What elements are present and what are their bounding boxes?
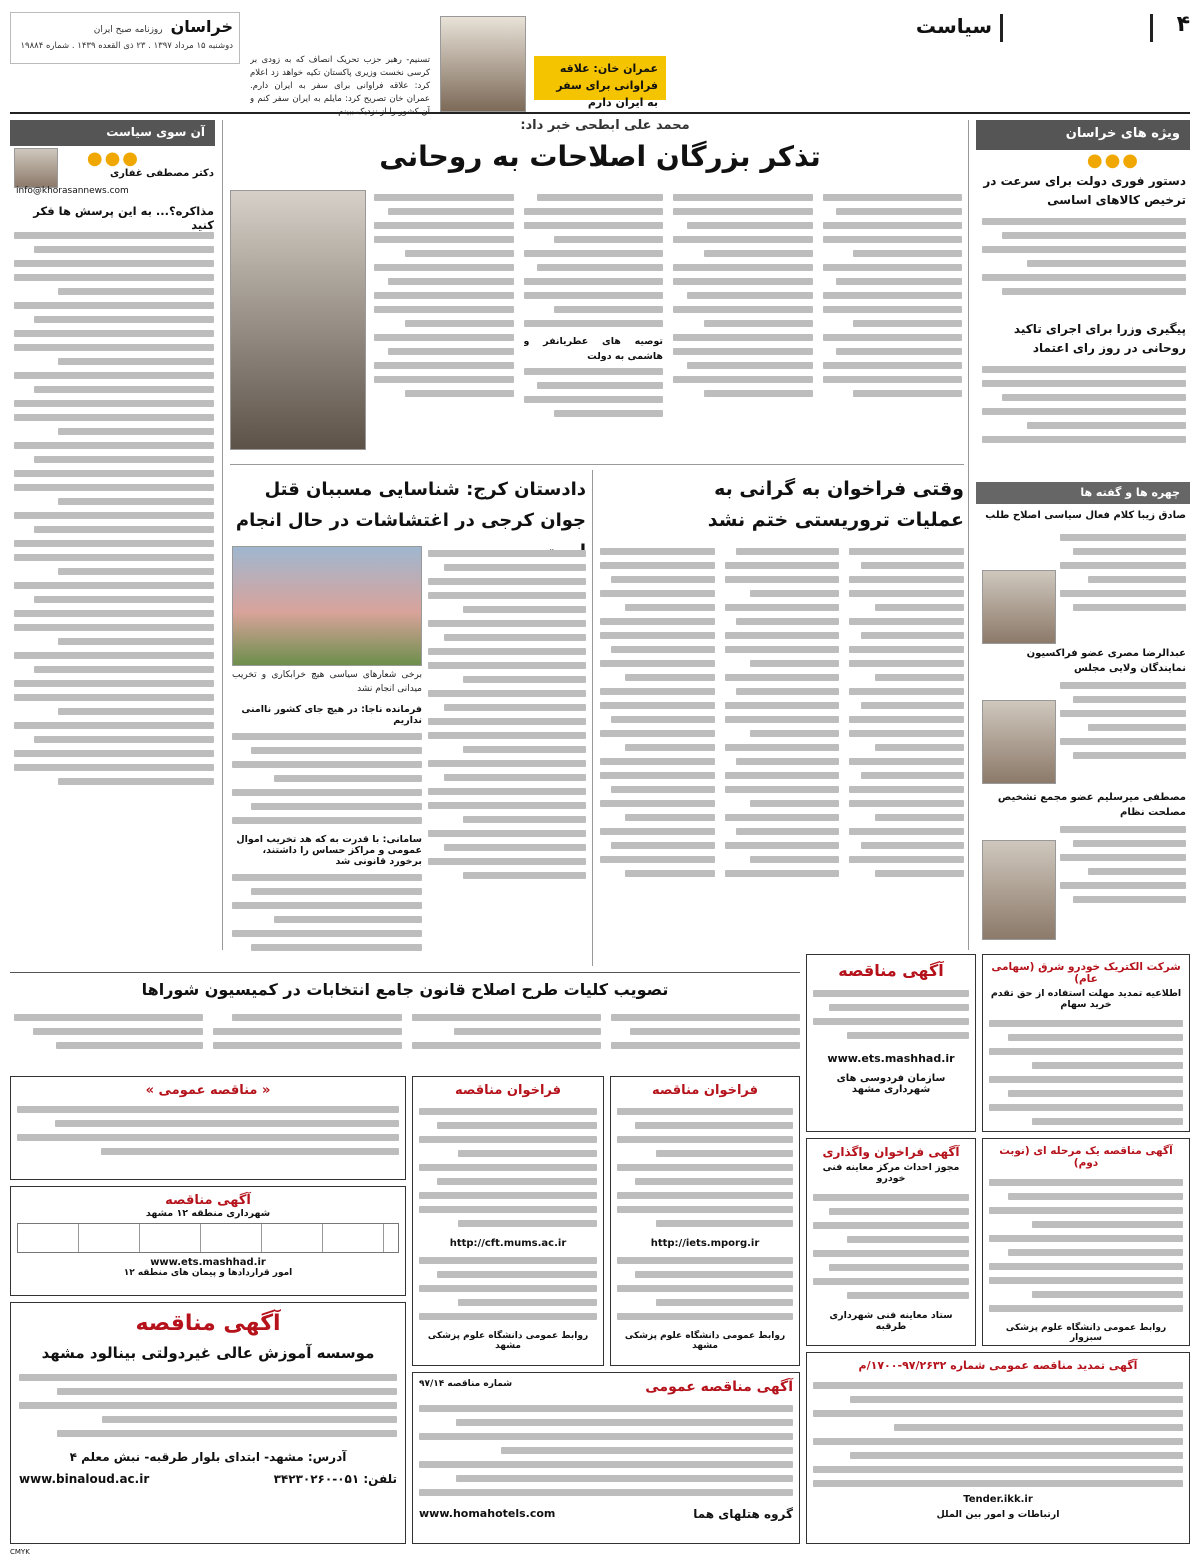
ad-torghabeh-sub: مجوز احداث مرکز معاینه فنی خودرو bbox=[822, 1162, 960, 1184]
section-rule bbox=[10, 972, 800, 973]
section-title: سیاست bbox=[915, 14, 993, 38]
column-body bbox=[14, 228, 214, 908]
imran-khan-photo bbox=[440, 16, 526, 112]
bottom-headline: تصویب کلیات طرح اصلاح قانون جامع انتخابات در کمیسیون شوراها bbox=[141, 980, 669, 999]
mesri-photo bbox=[982, 700, 1056, 784]
ad-sabzevar-foot: روابط عمومی دانشگاه علوم پزشکی سبزوار bbox=[1005, 1323, 1167, 1343]
quote2-name: عبدالرضا مصری عضو فراکسیون نمایندگان ولایی مجلس bbox=[1026, 648, 1186, 674]
ornament-dots: ●●● bbox=[1086, 150, 1140, 171]
ad-ferdowsi-sub: سازمان فردوسی های شهرداری مشهد bbox=[836, 1073, 946, 1095]
ad-mums-1-foot: روابط عمومی دانشگاه علوم پزشکی مشهد bbox=[624, 1331, 786, 1351]
ad-binaloud-org: موسسه آموزش عالی غیردولتی بینالود مشهد bbox=[41, 1344, 375, 1362]
ad-mums-2-title: فراخوان مناقصه bbox=[454, 1083, 562, 1098]
quotes-section-title: چهره ها و گفته ها bbox=[976, 482, 1190, 504]
rouhani-photo bbox=[230, 190, 366, 450]
sidebar-story1-body bbox=[982, 214, 1186, 318]
ad-binaloud-site[interactable]: www.binaloud.ac.ir bbox=[19, 1472, 150, 1486]
quote-title: عمران خان: علاقه فراوانی برای سفر به ایران دارم bbox=[534, 56, 666, 100]
ad-region12-site[interactable]: www.ets.mashhad.ir bbox=[150, 1257, 266, 1268]
ad-binaloud-title: آگهی مناقصه bbox=[135, 1311, 281, 1336]
column-rule bbox=[592, 470, 593, 966]
ad-ferdowsi-site[interactable]: www.ets.mashhad.ir bbox=[827, 1052, 955, 1065]
ad-ferdowsi bbox=[806, 954, 976, 1132]
ad-ferdowsi-title: آگهی مناقصه bbox=[838, 961, 944, 980]
ad-electric-khodro bbox=[982, 954, 1190, 1132]
ad-region12-sub: شهرداری منطقه ۱۲ مشهد bbox=[145, 1208, 271, 1219]
ad-sabzevar bbox=[982, 1138, 1190, 1346]
lead-subhead: توصیه های عطریانفر و هاشمی به دولت bbox=[523, 336, 663, 362]
header-divider bbox=[1150, 14, 1153, 42]
photo-caption: برخی شعارهای سیاسی هیچ خرابکاری و تخریب میدانی انجام نشد bbox=[232, 670, 422, 694]
sidebar-story1-title: دستور فوری دولت برای سرعت در ترخیص کالاهای اساسی bbox=[983, 174, 1186, 207]
ad-mums-2-site[interactable]: http://cft.mums.ac.ir bbox=[449, 1238, 567, 1249]
author-photo bbox=[14, 148, 58, 188]
quote1-name: صادق زیبا کلام فعال سیاسی اصلاح طلب bbox=[985, 510, 1186, 521]
ad-ikk-title: آگهی تمدید مناقصه عمومی شماره ۹۷/۲۶۳۲-۱۷۰۰/م bbox=[858, 1359, 1138, 1372]
masthead-box bbox=[10, 12, 240, 64]
quote1-body bbox=[1060, 530, 1186, 638]
ad-electric-sub: اطلاعیه تمدید مهلت استفاده از حق تقدم خرید سهام bbox=[990, 988, 1182, 1010]
header-rule bbox=[10, 112, 1190, 114]
author-name: دکتر مصطفی غفاری bbox=[109, 168, 214, 179]
ad-homa-brand: گروه هتلهای هما bbox=[693, 1507, 793, 1521]
mid-left-col-b bbox=[232, 704, 422, 966]
ad-sabzevar-title: آگهی مناقصه یک مرحله ای (نوبت دوم) bbox=[999, 1145, 1173, 1169]
ad-binaloud-address: آدرس: مشهد- ابتدای بلوار طرقبه- نبش معلم ۴ bbox=[69, 1450, 347, 1464]
section-rule bbox=[230, 464, 964, 465]
mid-right-body bbox=[600, 544, 964, 964]
ad-mums-2 bbox=[412, 1076, 604, 1366]
mirsalim-photo bbox=[982, 840, 1056, 940]
ad-torghabeh bbox=[806, 1138, 976, 1346]
ad-mums-1-site[interactable]: http://iets.mporg.ir bbox=[650, 1238, 760, 1249]
date-line: دوشنبه ۱۵ مرداد ۱۳۹۷ . ۲۳ ذی القعده ۱۴۳۹ . شماره ۱۹۸۸۴ bbox=[20, 41, 233, 51]
ad-iran-khodro bbox=[806, 1352, 1190, 1544]
ad-razavi-title: « مناقصه عمومی » bbox=[145, 1083, 271, 1098]
ad-region12-title: آگهی مناقصه bbox=[165, 1193, 251, 1208]
brand-name: خراسان bbox=[170, 17, 233, 36]
column-title: مذاکره؟... به این پرسش ها فکر کنید bbox=[33, 204, 214, 232]
ad-torghabeh-title: آگهی فراخوان واگذاری bbox=[822, 1145, 960, 1159]
ad-region12-foot: امور قراردادها و پیمان های منطقه ۱۲ bbox=[123, 1268, 293, 1278]
ad-ikk-foot: ارتباطات و امور بین الملل bbox=[936, 1509, 1060, 1520]
mid-left-sub2: سامانی: با قدرت به که هد تخریب اموال عمومی و مراکز حساس را داشتند، برخورد قانونی شد bbox=[236, 834, 422, 867]
sidebar-left-title: آن سوی سیاست bbox=[10, 120, 215, 146]
author-email[interactable]: info@khorasannews.com bbox=[16, 186, 129, 196]
ad-mums-2-foot: روابط عمومی دانشگاه علوم پزشکی مشهد bbox=[427, 1331, 589, 1351]
quote3-body bbox=[1060, 822, 1186, 942]
ad-mums-1 bbox=[610, 1076, 800, 1366]
quote2-body bbox=[1060, 678, 1186, 788]
header-divider bbox=[1000, 14, 1003, 42]
ad-homa-title: آگهی مناقصه عمومی bbox=[645, 1379, 793, 1395]
quote-text: تسنیم- رهبر حزب تحریک انصاف که به زودی بر کرسی نخست وزیری پاکستان تکیه خواهد زد اعلام کرد: علاقه فراوانی برای سفر به ایران دارم. عمران خان تصریح کرد: مایلم به ایران سفر کنم و bbox=[250, 55, 430, 104]
lead-body bbox=[374, 190, 962, 460]
lead-kicker: محمد علی ابطحی خبر داد: bbox=[520, 118, 690, 133]
ad-ikk-site[interactable]: Tender.ikk.ir bbox=[963, 1494, 1033, 1505]
ad-binaloud bbox=[10, 1302, 406, 1544]
sidebar-right-title: ویژه های خراسان bbox=[976, 120, 1190, 150]
sidebar-story2-body bbox=[982, 362, 1186, 472]
page-number: ۴ bbox=[1176, 12, 1190, 37]
mid-left-headline: دادستان کرج: شناسایی مسببان قتل جوان کرجی در اغتشاشات در حال انجام bbox=[235, 479, 586, 531]
column-rule bbox=[222, 120, 223, 950]
ad-torghabeh-foot: ستاد معاینه فنی شهرداری طرقبه bbox=[829, 1310, 953, 1332]
ornament-dots: ●●● bbox=[86, 148, 140, 169]
mid-left-sub1: فرمانده ناجا: در هیچ جای کشور ناامنی نداریم bbox=[241, 704, 422, 726]
ad-homa-num: شماره مناقصه ۹۷/۱۴ bbox=[419, 1379, 513, 1389]
bottom-body bbox=[14, 1010, 800, 1070]
ad-binaloud-phone: تلفن: ۰۵۱-۳۴۲۳۰۲۶۰ bbox=[273, 1472, 397, 1486]
ad-region12-table bbox=[17, 1223, 399, 1253]
ad-electric-title: شرکت الکتریک خودرو شرق (سهامی عام) bbox=[991, 961, 1181, 985]
lead-headline: تذکر بزرگان اصلاحات به روحانی bbox=[379, 140, 821, 173]
quote3-name: مصطفی میرسلیم عضو مجمع تشخیص مصلحت نظام bbox=[997, 792, 1186, 818]
mid-right-headline: وقتی فراخوان به گرانی به عملیات تروریستی ختم نشد bbox=[707, 478, 964, 531]
brand-sub: روزنامه صبح ایران bbox=[93, 25, 163, 35]
column-rule bbox=[968, 120, 969, 950]
ad-razavi bbox=[10, 1076, 406, 1180]
ad-mums-1-title: فراخوان مناقصه bbox=[651, 1083, 759, 1098]
ad-homa-site[interactable]: www.homahotels.com bbox=[419, 1507, 556, 1520]
color-mark: CMYK bbox=[10, 1548, 30, 1556]
ad-region12 bbox=[10, 1186, 406, 1296]
quote-text-box bbox=[250, 54, 430, 110]
zibakalam-photo bbox=[982, 570, 1056, 644]
prosecutor-photo bbox=[232, 546, 422, 666]
ad-homa bbox=[412, 1372, 800, 1544]
mid-left-col-a bbox=[428, 546, 586, 966]
sidebar-story2-title: پیگیری وزرا برای اجرای تاکید روحانی در روز رای اعتماد bbox=[1013, 322, 1186, 355]
